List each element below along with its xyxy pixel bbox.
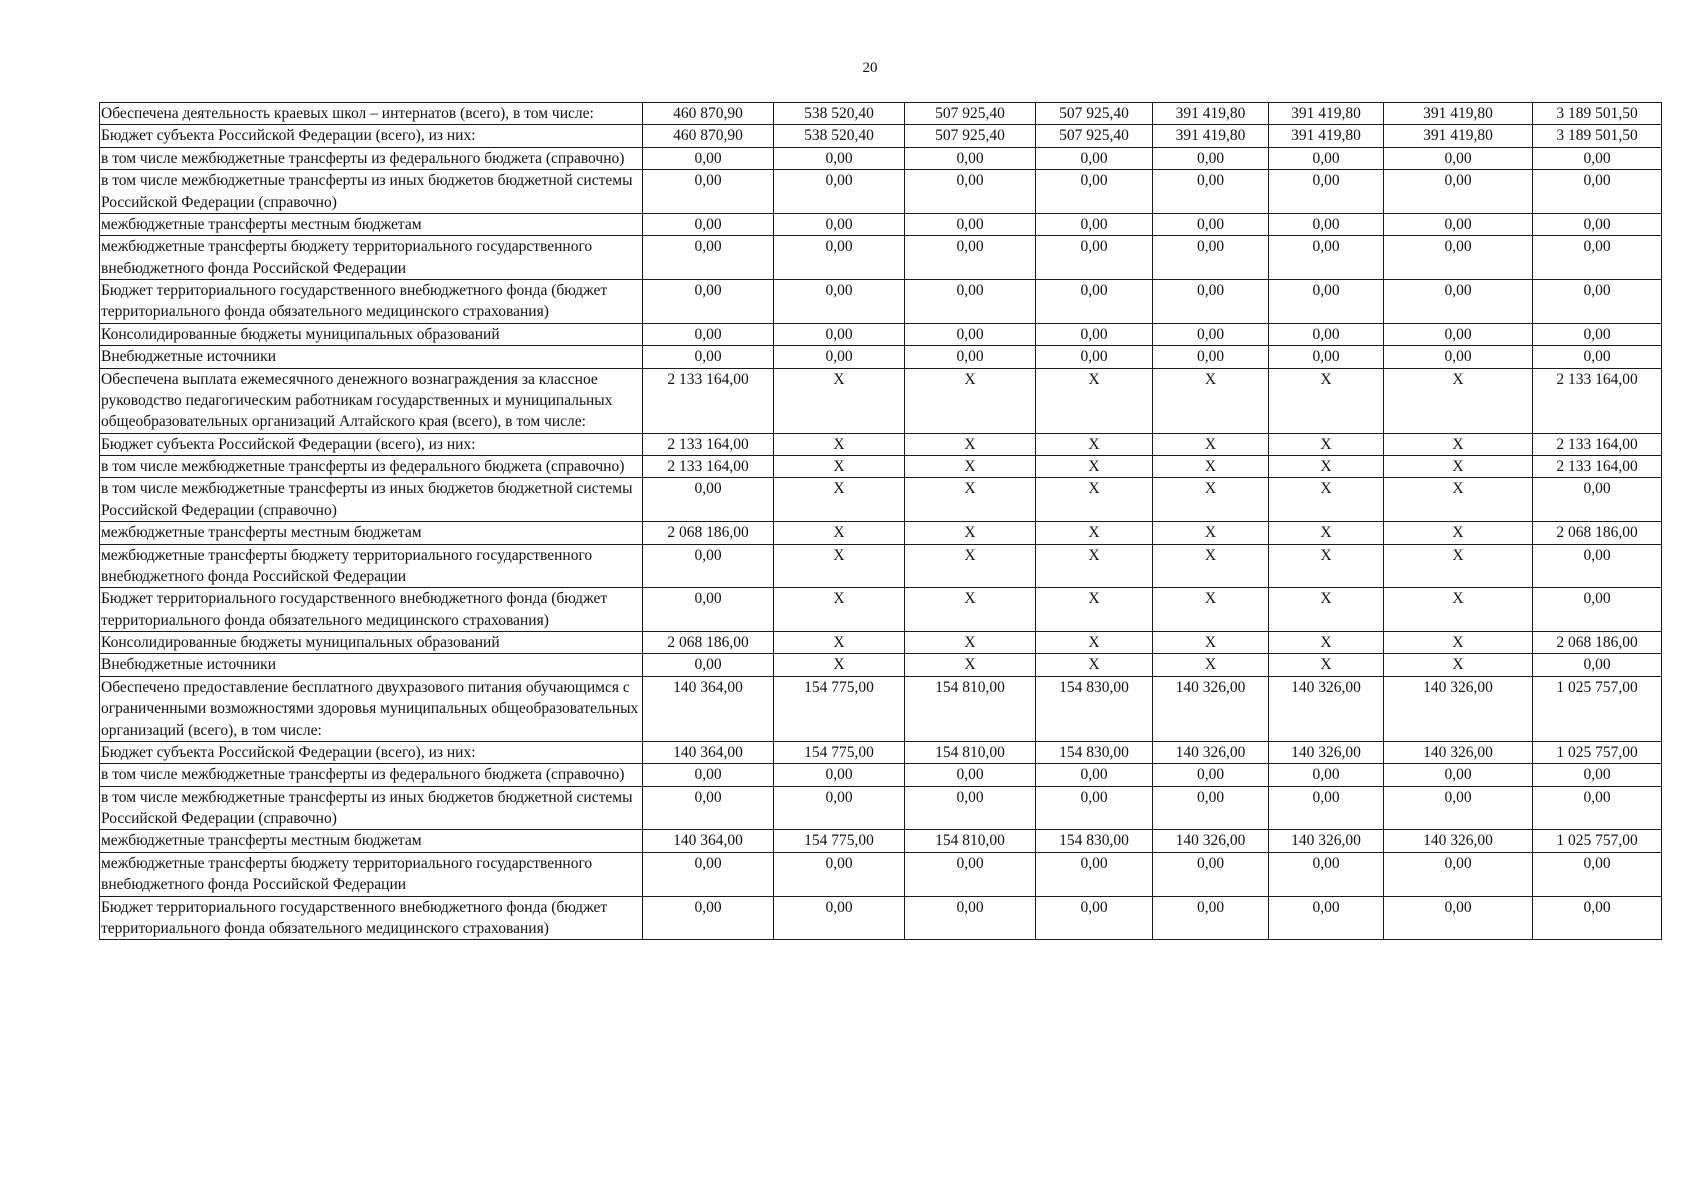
row-value-cell: 0,00	[774, 346, 905, 368]
row-total-cell: 0,00	[1533, 654, 1662, 676]
row-total-cell: 0,00	[1533, 786, 1662, 830]
row-value-cell: 140 326,00	[1384, 830, 1533, 852]
row-value-cell: X	[1153, 478, 1269, 522]
row-value-cell: 0,00	[774, 896, 905, 940]
row-value-cell: 0,00	[643, 786, 774, 830]
row-label: Обеспечена деятельность краевых школ – интернатов (всего), в том числе:	[100, 103, 643, 125]
row-value-cell: 0,00	[1269, 786, 1384, 830]
row-value-cell: 0,00	[643, 852, 774, 896]
row-value-cell: 140 364,00	[643, 741, 774, 763]
row-value-cell: 0,00	[774, 280, 905, 324]
row-value-cell: 0,00	[1153, 786, 1269, 830]
row-label: Консолидированные бюджеты муниципальных образований	[100, 323, 643, 345]
row-value-cell: 0,00	[1036, 896, 1153, 940]
row-value-cell: 0,00	[1036, 346, 1153, 368]
row-value-cell: 0,00	[1153, 896, 1269, 940]
row-value-cell: 140 326,00	[1269, 741, 1384, 763]
page-number: 20	[862, 60, 878, 76]
row-value-cell: X	[774, 456, 905, 478]
row-value-cell: 154 830,00	[1036, 830, 1153, 852]
row-value-cell: 140 364,00	[643, 676, 774, 741]
row-value-cell: X	[774, 433, 905, 455]
row-total-cell: 1 025 757,00	[1533, 830, 1662, 852]
row-value-cell: X	[1153, 368, 1269, 433]
row-value-cell: 507 925,40	[905, 103, 1036, 125]
row-value-cell: X	[1153, 544, 1269, 588]
row-value-cell: 0,00	[1269, 346, 1384, 368]
row-label: Бюджет субъекта Российской Федерации (всего), из них:	[100, 433, 643, 455]
row-value-cell: 154 810,00	[905, 830, 1036, 852]
table-row	[100, 588, 1662, 632]
row-value-cell: 538 520,40	[774, 103, 905, 125]
row-value-cell: X	[1153, 522, 1269, 544]
row-value-cell: 0,00	[905, 147, 1036, 169]
table-row	[100, 125, 1662, 147]
row-value-cell: 140 326,00	[1384, 676, 1533, 741]
row-value-cell: 391 419,80	[1153, 125, 1269, 147]
row-value-cell: 0,00	[643, 346, 774, 368]
row-value-cell: 391 419,80	[1384, 125, 1533, 147]
row-label: Бюджет территориального государственного внебюджетного фонда (бюджет территориального фонда обязательного медицинского страхования)	[100, 896, 643, 940]
row-value-cell: 0,00	[1269, 764, 1384, 786]
table-row	[100, 236, 1662, 280]
row-value-cell: X	[1153, 456, 1269, 478]
row-value-cell: 507 925,40	[1036, 103, 1153, 125]
row-value-cell: X	[905, 654, 1036, 676]
row-value-cell: 154 775,00	[774, 676, 905, 741]
row-value-cell: 0,00	[1384, 213, 1533, 235]
row-value-cell: X	[774, 478, 905, 522]
table-row	[100, 323, 1662, 345]
table-row	[100, 522, 1662, 544]
table-row	[100, 456, 1662, 478]
row-value-cell: X	[1384, 588, 1533, 632]
row-value-cell: X	[1384, 544, 1533, 588]
table-row	[100, 830, 1662, 852]
row-label: в том числе межбюджетные трансферты из иных бюджетов бюджетной системы Российской Федерации (справочно)	[100, 478, 643, 522]
table-row	[100, 280, 1662, 324]
table-row	[100, 764, 1662, 786]
row-value-cell: X	[1384, 433, 1533, 455]
row-label: в том числе межбюджетные трансферты из иных бюджетов бюджетной системы Российской Федерации (справочно)	[100, 786, 643, 830]
row-value-cell: 0,00	[905, 236, 1036, 280]
row-value-cell: 0,00	[1384, 852, 1533, 896]
row-value-cell: X	[1153, 632, 1269, 654]
row-total-cell: 2 133 164,00	[1533, 368, 1662, 433]
row-value-cell: 2 133 164,00	[643, 433, 774, 455]
row-value-cell: 0,00	[1036, 852, 1153, 896]
row-value-cell: 0,00	[1036, 323, 1153, 345]
row-value-cell: 0,00	[774, 236, 905, 280]
row-total-cell: 0,00	[1533, 236, 1662, 280]
row-value-cell: X	[1269, 544, 1384, 588]
row-value-cell: X	[774, 632, 905, 654]
row-total-cell: 0,00	[1533, 764, 1662, 786]
row-value-cell: 0,00	[774, 147, 905, 169]
row-value-cell: 0,00	[1384, 280, 1533, 324]
row-value-cell: X	[1269, 433, 1384, 455]
row-value-cell: 0,00	[1036, 280, 1153, 324]
row-value-cell: 0,00	[1036, 170, 1153, 214]
table-row	[100, 632, 1662, 654]
row-value-cell: X	[774, 522, 905, 544]
row-total-cell: 1 025 757,00	[1533, 676, 1662, 741]
row-value-cell: X	[1269, 456, 1384, 478]
row-value-cell: 154 775,00	[774, 741, 905, 763]
row-value-cell: X	[1036, 588, 1153, 632]
row-value-cell: 391 419,80	[1153, 103, 1269, 125]
row-value-cell: 0,00	[774, 852, 905, 896]
row-value-cell: 0,00	[1384, 764, 1533, 786]
table-row	[100, 786, 1662, 830]
row-value-cell: X	[1384, 478, 1533, 522]
table-row	[100, 741, 1662, 763]
row-value-cell: 0,00	[905, 323, 1036, 345]
row-value-cell: 0,00	[905, 280, 1036, 324]
table-row	[100, 896, 1662, 940]
row-value-cell: X	[1036, 632, 1153, 654]
row-value-cell: 391 419,80	[1384, 103, 1533, 125]
row-value-cell: 0,00	[1269, 147, 1384, 169]
row-label: межбюджетные трансферты местным бюджетам	[100, 213, 643, 235]
row-value-cell: X	[1269, 654, 1384, 676]
row-value-cell: 0,00	[774, 323, 905, 345]
row-total-cell: 2 133 164,00	[1533, 456, 1662, 478]
row-value-cell: 140 326,00	[1153, 676, 1269, 741]
row-value-cell: 0,00	[643, 147, 774, 169]
row-value-cell: X	[905, 544, 1036, 588]
row-value-cell: 0,00	[1384, 236, 1533, 280]
row-value-cell: 0,00	[905, 896, 1036, 940]
row-value-cell: X	[1384, 522, 1533, 544]
row-value-cell: X	[905, 368, 1036, 433]
row-total-cell: 0,00	[1533, 346, 1662, 368]
row-value-cell: X	[1269, 632, 1384, 654]
table-body	[100, 103, 1662, 940]
row-value-cell: 0,00	[643, 544, 774, 588]
table-row	[100, 478, 1662, 522]
row-value-cell: X	[1153, 588, 1269, 632]
row-value-cell: 0,00	[1269, 170, 1384, 214]
row-value-cell: 140 326,00	[1153, 741, 1269, 763]
row-value-cell: 0,00	[1153, 764, 1269, 786]
row-value-cell: X	[1269, 478, 1384, 522]
row-value-cell: 0,00	[905, 213, 1036, 235]
row-value-cell: 0,00	[1153, 280, 1269, 324]
table-row	[100, 170, 1662, 214]
table-row	[100, 147, 1662, 169]
row-label: Внебюджетные источники	[100, 654, 643, 676]
row-value-cell: X	[1384, 632, 1533, 654]
row-value-cell: X	[1036, 522, 1153, 544]
row-value-cell: 140 326,00	[1269, 830, 1384, 852]
table-row	[100, 368, 1662, 433]
row-value-cell: X	[1384, 654, 1533, 676]
row-label: Обеспечена выплата ежемесячного денежного вознаграждения за классное руководство педагогическим работникам государственных и муниципальных общеобразовательных организаций Алтайского края (всего), в том числе:	[100, 368, 643, 433]
row-value-cell: 0,00	[643, 280, 774, 324]
row-value-cell: 154 810,00	[905, 676, 1036, 741]
row-value-cell: X	[1036, 544, 1153, 588]
row-label: межбюджетные трансферты бюджету территориального государственного внебюджетного фонда Российской Федерации	[100, 852, 643, 896]
row-value-cell: 0,00	[1036, 764, 1153, 786]
row-value-cell: 2 133 164,00	[643, 456, 774, 478]
row-value-cell: 0,00	[774, 786, 905, 830]
row-value-cell: 0,00	[1036, 786, 1153, 830]
row-total-cell: 1 025 757,00	[1533, 741, 1662, 763]
row-value-cell: 0,00	[905, 786, 1036, 830]
row-value-cell: 0,00	[1036, 213, 1153, 235]
row-total-cell: 2 133 164,00	[1533, 433, 1662, 455]
row-value-cell: 460 870,90	[643, 103, 774, 125]
row-value-cell: 0,00	[643, 764, 774, 786]
row-value-cell: X	[774, 368, 905, 433]
row-value-cell: 140 326,00	[1153, 830, 1269, 852]
row-value-cell: X	[1036, 478, 1153, 522]
row-value-cell: 0,00	[1269, 213, 1384, 235]
table-row	[100, 676, 1662, 741]
row-value-cell: 0,00	[643, 478, 774, 522]
row-value-cell: 2 133 164,00	[643, 368, 774, 433]
row-total-cell: 0,00	[1533, 147, 1662, 169]
row-value-cell: X	[1036, 654, 1153, 676]
row-value-cell: 0,00	[1384, 896, 1533, 940]
row-value-cell: 0,00	[905, 170, 1036, 214]
row-label: в том числе межбюджетные трансферты из федерального бюджета (справочно)	[100, 147, 643, 169]
row-value-cell: X	[1269, 522, 1384, 544]
row-value-cell: 0,00	[1269, 896, 1384, 940]
row-value-cell: X	[905, 478, 1036, 522]
row-value-cell: 0,00	[1036, 147, 1153, 169]
row-value-cell: 0,00	[1384, 323, 1533, 345]
row-total-cell: 0,00	[1533, 588, 1662, 632]
row-value-cell: 0,00	[643, 588, 774, 632]
row-value-cell: 0,00	[1269, 280, 1384, 324]
table-row	[100, 213, 1662, 235]
row-value-cell: 0,00	[1153, 147, 1269, 169]
row-value-cell: 538 520,40	[774, 125, 905, 147]
row-value-cell: 0,00	[643, 654, 774, 676]
row-total-cell: 3 189 501,50	[1533, 103, 1662, 125]
row-value-cell: 0,00	[1384, 170, 1533, 214]
row-value-cell: 140 326,00	[1384, 741, 1533, 763]
row-value-cell: 0,00	[643, 896, 774, 940]
row-value-cell: X	[1269, 368, 1384, 433]
row-label: Бюджет территориального государственного внебюджетного фонда (бюджет территориального фонда обязательного медицинского страхования)	[100, 588, 643, 632]
row-value-cell: 0,00	[1153, 346, 1269, 368]
row-label: Бюджет территориального государственного внебюджетного фонда (бюджет территориального фонда обязательного медицинского страхования)	[100, 280, 643, 324]
row-value-cell: 0,00	[643, 213, 774, 235]
row-value-cell: 0,00	[1384, 346, 1533, 368]
row-value-cell: 0,00	[1153, 852, 1269, 896]
row-value-cell: X	[905, 632, 1036, 654]
row-value-cell: 0,00	[1153, 213, 1269, 235]
row-value-cell: 154 830,00	[1036, 741, 1153, 763]
row-value-cell: 507 925,40	[905, 125, 1036, 147]
row-value-cell: X	[1036, 456, 1153, 478]
row-value-cell: 140 364,00	[643, 830, 774, 852]
row-value-cell: 460 870,90	[643, 125, 774, 147]
row-value-cell: 391 419,80	[1269, 103, 1384, 125]
row-value-cell: 154 830,00	[1036, 676, 1153, 741]
row-value-cell: X	[1269, 588, 1384, 632]
row-value-cell: 0,00	[1153, 236, 1269, 280]
row-value-cell: 154 775,00	[774, 830, 905, 852]
row-label: межбюджетные трансферты местным бюджетам	[100, 522, 643, 544]
row-value-cell: 154 810,00	[905, 741, 1036, 763]
row-label: в том числе межбюджетные трансферты из иных бюджетов бюджетной системы Российской Федерации (справочно)	[100, 170, 643, 214]
row-value-cell: 0,00	[774, 764, 905, 786]
row-label: Консолидированные бюджеты муниципальных образований	[100, 632, 643, 654]
row-label: Бюджет субъекта Российской Федерации (всего), из них:	[100, 125, 643, 147]
row-label: Внебюджетные источники	[100, 346, 643, 368]
row-value-cell: X	[905, 433, 1036, 455]
table-row	[100, 654, 1662, 676]
row-value-cell: X	[905, 588, 1036, 632]
row-label: Обеспечено предоставление бесплатного двухразового питания обучающимся с ограниченными возможностями здоровья муниципальных общеобразовательных организаций (всего), в том числе:	[100, 676, 643, 741]
row-value-cell: 507 925,40	[1036, 125, 1153, 147]
table-row	[100, 433, 1662, 455]
row-label: в том числе межбюджетные трансферты из федерального бюджета (справочно)	[100, 456, 643, 478]
row-value-cell: 0,00	[905, 852, 1036, 896]
row-total-cell: 0,00	[1533, 852, 1662, 896]
row-value-cell: X	[1036, 433, 1153, 455]
row-total-cell: 0,00	[1533, 478, 1662, 522]
row-value-cell: X	[1384, 368, 1533, 433]
row-label: межбюджетные трансферты бюджету территориального государственного внебюджетного фонда Российской Федерации	[100, 236, 643, 280]
row-total-cell: 0,00	[1533, 544, 1662, 588]
row-value-cell: 2 068 186,00	[643, 522, 774, 544]
table-row	[100, 852, 1662, 896]
row-value-cell: 0,00	[643, 170, 774, 214]
row-value-cell: X	[1153, 654, 1269, 676]
row-total-cell: 0,00	[1533, 213, 1662, 235]
table-row	[100, 103, 1662, 125]
row-value-cell: 0,00	[1269, 323, 1384, 345]
row-total-cell: 2 068 186,00	[1533, 632, 1662, 654]
row-total-cell: 0,00	[1533, 323, 1662, 345]
row-label: межбюджетные трансферты местным бюджетам	[100, 830, 643, 852]
row-total-cell: 0,00	[1533, 280, 1662, 324]
table-row	[100, 544, 1662, 588]
row-value-cell: 0,00	[643, 323, 774, 345]
row-value-cell: 0,00	[774, 170, 905, 214]
row-value-cell: 0,00	[1269, 852, 1384, 896]
row-value-cell: 0,00	[774, 213, 905, 235]
row-value-cell: X	[1384, 456, 1533, 478]
row-value-cell: 0,00	[905, 764, 1036, 786]
row-label: межбюджетные трансферты бюджету территориального государственного внебюджетного фонда Российской Федерации	[100, 544, 643, 588]
row-value-cell: 0,00	[1153, 170, 1269, 214]
row-value-cell: 0,00	[643, 236, 774, 280]
row-value-cell: X	[774, 544, 905, 588]
row-value-cell: X	[774, 654, 905, 676]
row-total-cell: 3 189 501,50	[1533, 125, 1662, 147]
table-row	[100, 346, 1662, 368]
row-value-cell: X	[1153, 433, 1269, 455]
row-label: в том числе межбюджетные трансферты из федерального бюджета (справочно)	[100, 764, 643, 786]
row-value-cell: 2 068 186,00	[643, 632, 774, 654]
row-value-cell: X	[1036, 368, 1153, 433]
row-total-cell: 0,00	[1533, 896, 1662, 940]
budget-table	[99, 102, 1662, 940]
row-total-cell: 2 068 186,00	[1533, 522, 1662, 544]
row-value-cell: 0,00	[1153, 323, 1269, 345]
row-value-cell: 140 326,00	[1269, 676, 1384, 741]
row-value-cell: X	[905, 456, 1036, 478]
row-value-cell: 0,00	[905, 346, 1036, 368]
row-value-cell: 0,00	[1384, 786, 1533, 830]
row-value-cell: 0,00	[1384, 147, 1533, 169]
row-value-cell: 0,00	[1036, 236, 1153, 280]
row-value-cell: 0,00	[1269, 236, 1384, 280]
row-label: Бюджет субъекта Российской Федерации (всего), из них:	[100, 741, 643, 763]
row-total-cell: 0,00	[1533, 170, 1662, 214]
row-value-cell: 391 419,80	[1269, 125, 1384, 147]
row-value-cell: X	[774, 588, 905, 632]
row-value-cell: X	[905, 522, 1036, 544]
